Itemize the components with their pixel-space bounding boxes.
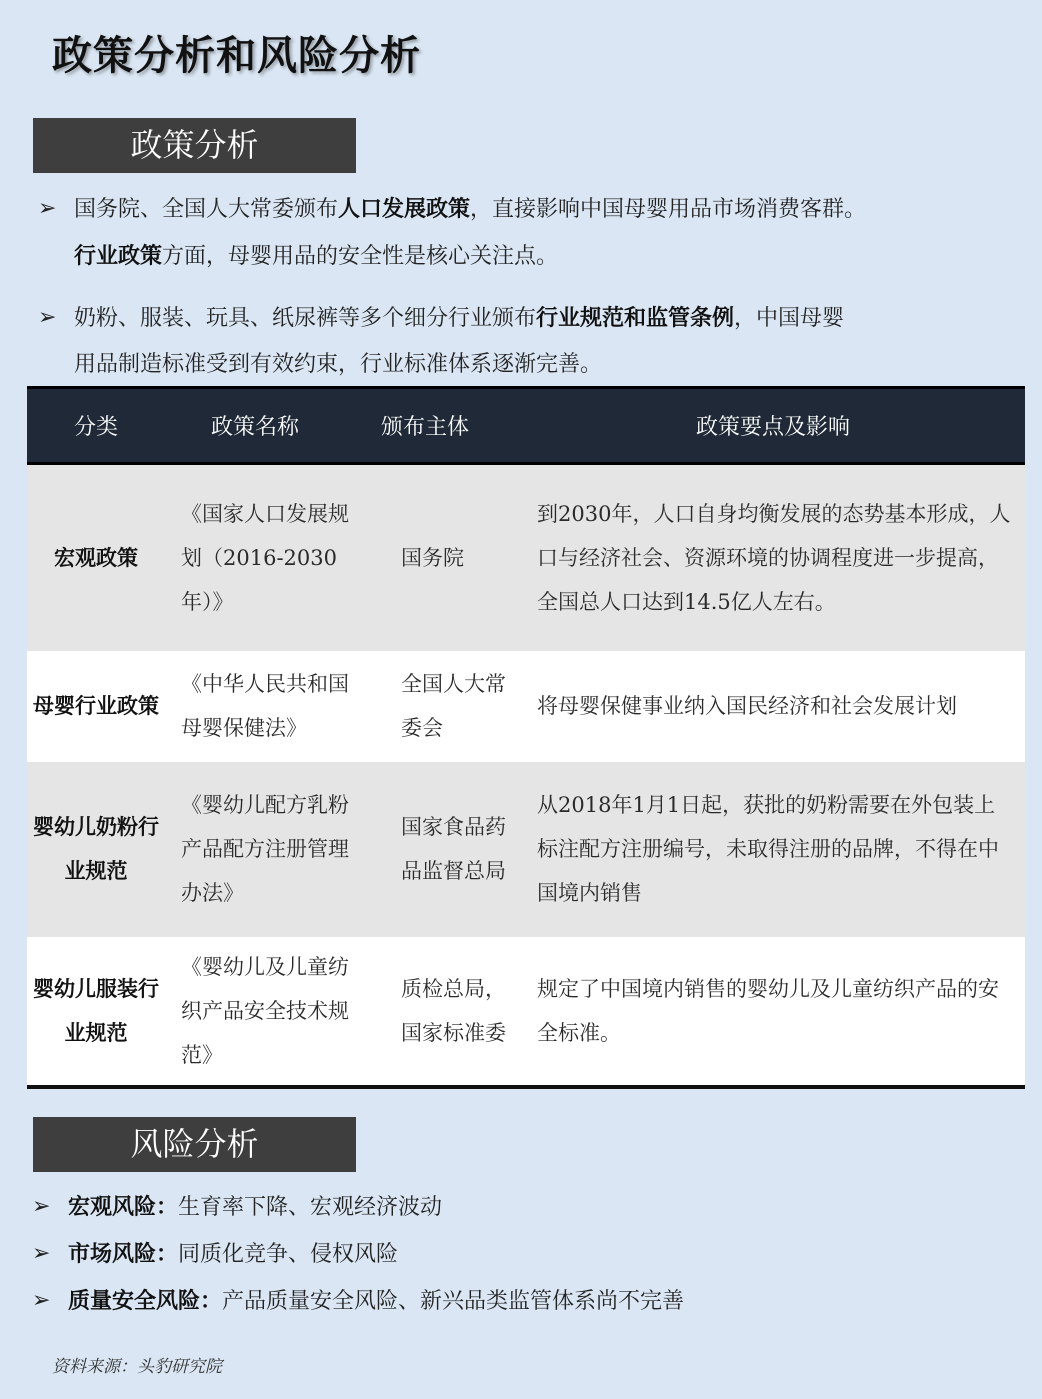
table-header-row: [27, 388, 1025, 464]
table-row: [27, 464, 1025, 651]
arrow-bullet-icon: ➢: [32, 1241, 51, 1266]
cell-issuer: 全国人大常委会: [401, 672, 506, 740]
page-title: 政策分析和风险分析: [52, 32, 421, 79]
header-category: 分类: [27, 388, 165, 464]
policy-bullet: ➢ 奶粉、服装、玩具、纸尿裤等多个细分行业颁布行业规范和监管条例，中国母婴 用品制造标准受到有效约束，行业标准体系逐渐完善。: [38, 295, 1013, 388]
arrow-bullet-icon: ➢: [38, 196, 57, 221]
source-note: 资料来源：头豹研究院: [52, 1357, 222, 1377]
arrow-bullet-icon: ➢: [38, 305, 57, 330]
table-row: [27, 937, 1025, 1087]
cell-category: 婴幼儿奶粉行业规范: [33, 814, 159, 883]
cell-key-points: 从2018年1月1日起，获批的奶粉需要在外包装上标注配方注册编号，未取得注册的品牌，不得在中国境内销售: [537, 793, 999, 905]
risk-item: ➢ 质量安全风险：产品质量安全风险、新兴品类监管体系尚不完善: [32, 1278, 1007, 1325]
cell-key-points: 将母婴保健事业纳入国民经济和社会发展计划: [537, 694, 957, 718]
risk-item: ➢ 市场风险：同质化竞争、侵权风险: [32, 1231, 1007, 1278]
cell-policy-name: 《婴幼儿配方乳粉产品配方注册管理办法》: [181, 793, 349, 905]
cell-issuer: 国家食品药品监督总局: [401, 815, 506, 883]
table-row: [27, 762, 1025, 937]
cell-key-points: 规定了中国境内销售的婴幼儿及儿童纺织产品的安全标准。: [537, 976, 999, 1045]
risk-bullets: [32, 1184, 1007, 1325]
arrow-bullet-icon: ➢: [32, 1288, 51, 1313]
arrow-bullet-icon: ➢: [32, 1194, 51, 1219]
header-policy-name: 政策名称: [165, 388, 381, 464]
header-key-points: 政策要点及影响: [521, 388, 1025, 464]
cell-policy-name: 《婴幼儿及儿童纺织产品安全技术规范》: [181, 954, 349, 1067]
header-issuer: 颁布主体: [381, 388, 521, 464]
policy-table: [27, 386, 1025, 1089]
cell-issuer: 国务院: [401, 545, 464, 570]
cell-category: 婴幼儿服装行业规范: [33, 975, 159, 1045]
cell-category: 宏观政策: [54, 544, 138, 570]
cell-category: 母婴行业政策: [33, 693, 159, 718]
cell-policy-name: 《国家人口发展规划（2016-2030年）》: [181, 501, 349, 614]
policy-bullet: ➢ 国务院、全国人大常委颁布人口发展政策，直接影响中国母婴用品市场消费客群。 行业政策方面，母婴用品的安全性是核心关注点。: [38, 186, 1013, 280]
cell-issuer: 质检总局，国家标准委: [401, 976, 506, 1045]
policy-bullets: [38, 186, 1013, 388]
table-row: [27, 651, 1025, 762]
cell-policy-name: 《中华人民共和国母婴保健法》: [181, 672, 349, 740]
policy-section-heading: 政策分析: [33, 118, 356, 173]
risk-item: ➢ 宏观风险：生育率下降、宏观经济波动: [32, 1184, 1007, 1231]
cell-key-points: 到2030年，人口自身均衡发展的态势基本形成，人口与经济社会、资源环境的协调程度进一步提高，全国总人口达到14.5亿人左右。: [537, 501, 1011, 614]
risk-section-heading: 风险分析: [33, 1117, 356, 1172]
